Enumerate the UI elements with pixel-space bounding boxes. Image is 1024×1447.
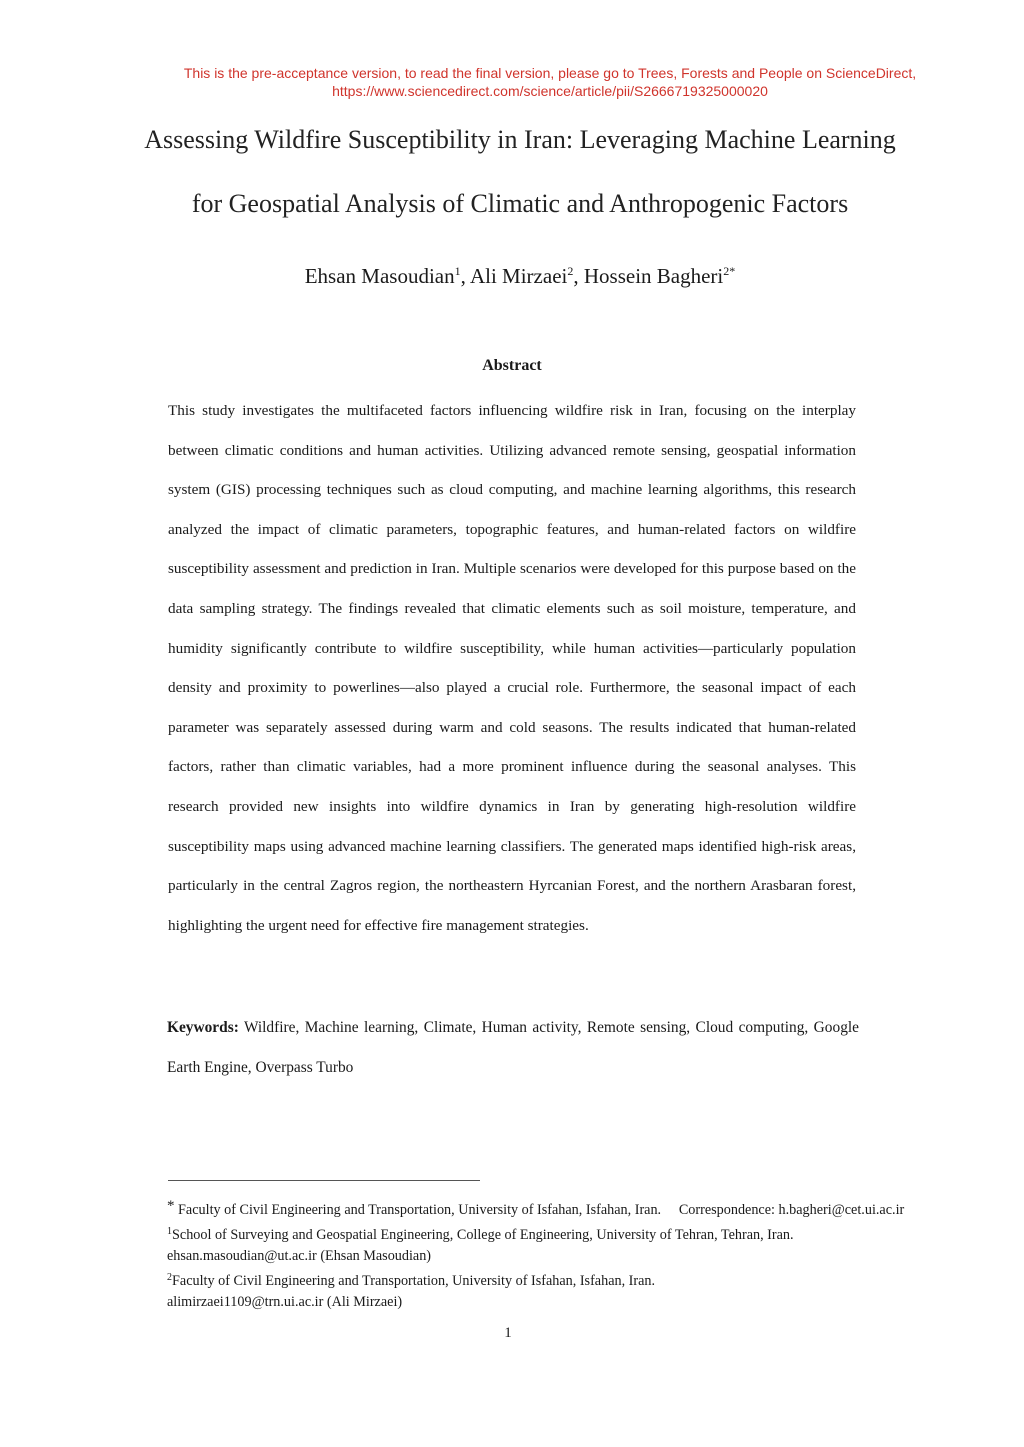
footnote-1-email: ehsan.masoudian@ut.ac.ir (Ehsan Masoudian) <box>167 1248 432 1264</box>
footnote-mark: 1 <box>167 1226 172 1237</box>
abstract-text: This study investigates the multifaceted factors influencing wildfire risk in Iran, focusing on the interplay between climatic conditions and human activities. Utilizing advanced remote sensing, geospatial information system (GIS) processing techniques such as cloud computing, and machine learning algorithms, this research analyzed the impact of climatic parameters, topographic features, and human-related factors on wildfire susceptibility assessment and prediction in Iran. Multiple scenarios were developed for this purpose based on the data sampling strategy. The findings revealed that climatic elements such as soil moisture, temperature, and humidity significantly contribute to wildfire susceptibility, while human activities—particularly population density and proximity to powerlines—also played a crucial role. Furthermore, the seasonal impact of each parameter was separately assessed during warm and cold seasons. The results indicated that human-related factors, rather than climatic variables, had a more prominent influence during the seasonal analyses. This research provided new insights into wildfire dynamics in Iran by generating high-resolution wildfire susceptibility maps using advanced machine learning classifiers. The generated maps identified high-risk areas, particularly in the central Zagros region, the northeastern Hyrcanian Forest, and the northern Arasbaran forest, highlighting the urgent need for effective fire management strategies. <box>168 402 856 934</box>
footnotes <box>167 1196 908 1313</box>
notice-line-1: This is the pre-acceptance version, to read the final version, please go to Trees, Forests and People on ScienceDirect, <box>183 65 917 81</box>
page-number: 1 <box>504 1325 512 1341</box>
keywords-label: Keywords: <box>167 1019 239 1036</box>
author-name: Ali Mirzaei <box>469 264 568 288</box>
footnote-corresponding <box>167 1196 908 1221</box>
abstract-heading: Abstract <box>482 357 542 374</box>
footnote-text: Faculty of Civil Engineering and Transportation, University of Isfahan, Isfahan, Iran. <box>172 1273 656 1289</box>
paper-title-line-2: for Geospatial Analysis of Climatic and Anthropogenic Factors <box>191 189 849 218</box>
footnote-mark: * <box>167 1198 175 1214</box>
footnote-text: Faculty of Civil Engineering and Transportation, University of Isfahan, Isfahan, Iran. Correspondence: h.bagheri@cet.ui.ac.ir <box>174 1202 905 1218</box>
footnote-2 <box>167 1267 908 1292</box>
author-separator: , <box>573 264 584 288</box>
author-affiliation-mark: 2 <box>567 264 574 278</box>
footnote-text: School of Surveying and Geospatial Engineering, College of Engineering, University of Tehran, Tehran, Iran. <box>172 1227 794 1243</box>
keywords-text: Wildfire, Machine learning, Climate, Human activity, Remote sensing, Cloud computing, Google Earth Engine, Overpass Turbo <box>167 1019 859 1076</box>
preacceptance-notice <box>0 64 1024 100</box>
notice-link[interactable]: https://www.sciencedirect.com/science/article/pii/S2666719325000020 <box>332 83 768 99</box>
footnote-1 <box>167 1221 908 1246</box>
author-separator: , <box>460 264 470 288</box>
author-list <box>0 264 1024 289</box>
author-affiliation-mark: 2* <box>723 264 736 278</box>
footnote-divider <box>168 1180 480 1181</box>
author-affiliation-mark: 1 <box>454 264 461 278</box>
paper-title-line-1: Assessing Wildfire Susceptibility in Iran: Leveraging Machine Learning <box>144 125 896 154</box>
footnote-2-email: alimirzaei1109@trn.ui.ac.ir (Ali Mirzaei) <box>167 1294 403 1310</box>
footnote-mark: 2 <box>167 1272 172 1283</box>
author-name: Ehsan Masoudian <box>304 264 455 288</box>
keywords-section <box>167 1008 859 1087</box>
author-name: Hossein Bagheri <box>583 264 724 288</box>
abstract-body <box>168 391 856 945</box>
